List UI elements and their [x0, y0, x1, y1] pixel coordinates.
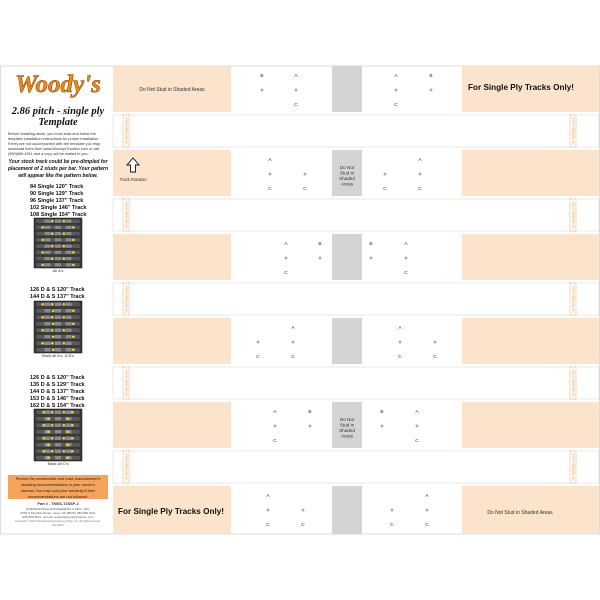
no-stud-note-line: Stud in [339, 422, 355, 428]
no-stud-shaded-note-bottom: Do Not Stud in Shaded Areas [487, 510, 553, 516]
stud-dot [41, 342, 44, 345]
stud-dot [51, 450, 54, 453]
stud-dot [41, 303, 44, 306]
stud-letter-c: C [415, 439, 419, 444]
stud-dot [47, 430, 50, 433]
stud-dot [41, 264, 44, 267]
track-clip [44, 309, 50, 313]
stud-dot [42, 411, 45, 414]
stud-letter-a: A [418, 158, 422, 163]
intro-line: download them from www.WoodysTraction.com or call [8, 147, 100, 151]
stud-letter-a: A [268, 158, 272, 163]
track-clip [55, 411, 61, 415]
stud-letter-b: B [260, 74, 264, 79]
stud-dot [72, 251, 75, 254]
template-title-line1: 2.86 pitch - single ply [11, 106, 105, 117]
stud-dot [47, 456, 50, 459]
stud-dot [47, 443, 50, 446]
cut-strip [113, 451, 599, 483]
track-size: 108 Single 154" Track [30, 212, 87, 218]
stud-dot [51, 437, 54, 440]
cut-tab-label: CUT BETWEEN LINES [572, 201, 576, 229]
stud-dot [66, 443, 69, 446]
stud-dot [42, 424, 45, 427]
track-clip [66, 348, 72, 352]
stud-dot [42, 450, 45, 453]
track-clip [44, 238, 50, 241]
track-clip [55, 348, 61, 352]
cut-strip [113, 115, 599, 147]
track-size: 90 Single 129" Track [30, 191, 84, 197]
stud-dot [62, 424, 65, 427]
stud-dot [41, 226, 44, 229]
stud-panel [113, 150, 599, 196]
track-size: 144 D & S 137" Track [30, 389, 85, 395]
stud-dot [62, 220, 65, 223]
track-clip [44, 342, 50, 346]
stud-letter-a: A [394, 74, 398, 79]
shaded-no-stud-area [462, 318, 599, 364]
track-clip [66, 329, 72, 333]
stud-dot [51, 329, 54, 332]
track-clip [55, 303, 61, 307]
track-clip [55, 450, 61, 454]
stud-dot [62, 342, 65, 345]
stud-dot [62, 257, 65, 260]
stud-letter-b: B [429, 74, 433, 79]
stock-note-line: placement of 2 studs per bar. Your pattern [7, 166, 109, 172]
track-clip [55, 251, 61, 254]
warranty-warning [8, 475, 108, 499]
stud-letter-c: C [266, 523, 270, 528]
stud-letter-b: B [318, 242, 322, 247]
stud-dot [72, 348, 75, 351]
stud-dot [72, 309, 75, 312]
stud-dot [62, 450, 65, 453]
track-clip [44, 316, 50, 320]
stud-panel [113, 402, 599, 448]
stud-letter-c: C [418, 187, 422, 192]
stud-dot [62, 329, 65, 332]
stud-dot [71, 450, 74, 453]
stud-letter-c: C [404, 271, 408, 276]
track-clip [55, 417, 61, 421]
track-clip [44, 329, 50, 333]
track-clip [44, 245, 50, 248]
pattern-caption: All A's [52, 268, 64, 273]
stud-dot [71, 411, 74, 414]
center-no-stud-note [339, 165, 355, 187]
no-stud-note-line: Stud in [339, 170, 355, 176]
no-stud-note-line: Shaded [339, 176, 355, 181]
strip-band [113, 367, 599, 399]
track-clip [66, 322, 72, 326]
stud-dot [66, 430, 69, 433]
track-clip [66, 437, 72, 441]
stud-letter-c: C [303, 187, 307, 192]
cut-tab-label: CUT BETWEEN LINES [572, 117, 576, 145]
track-size: 84 Single 120" Track [30, 184, 84, 190]
footer-line: 6054 N Meridian Road · Hope, MI 48628 | 989-689-4911 [20, 511, 96, 515]
no-stud-note-line: Do Not [339, 165, 355, 170]
center-no-stud-area [332, 66, 362, 112]
stud-dot [41, 329, 44, 332]
warning-line: manual. You may void your warranty if their [20, 488, 96, 493]
footer-line: Copyright © 2010 International Engineering & Mfg., Inc. All rights reserved. [15, 520, 101, 523]
no-stud-note-line: Do Not [339, 417, 355, 422]
track-pattern-image [34, 301, 82, 353]
warning-line: recommendations are not followed. [27, 494, 89, 499]
track-clip [44, 263, 50, 266]
stud-dot [66, 417, 69, 420]
track-clip [55, 245, 61, 248]
track-clip [44, 226, 50, 229]
stud-letter-c: C [425, 523, 429, 528]
stud-dot [72, 239, 75, 242]
track-clip [66, 411, 72, 415]
stud-letter-c: C [301, 523, 305, 528]
cut-strip [113, 367, 599, 399]
stud-dot [52, 309, 55, 312]
stud-letter-c: C [273, 439, 277, 444]
track-size: 135 D & S 129" Track [30, 382, 85, 388]
track-rotation-label: Track Rotation [119, 177, 147, 182]
cut-tab-label: CUT BETWEEN LINES [125, 369, 129, 397]
track-clip [55, 257, 61, 260]
track-size: 162 D & S 154" Track [30, 403, 85, 409]
footer-line: INTERNATIONAL ENGINEERING & MFG., INC. [25, 507, 91, 511]
track-clip [44, 303, 50, 307]
stud-dot [62, 245, 65, 248]
track-group-3 [30, 375, 86, 466]
pattern-caption: Mark all A's, & B's [42, 353, 74, 358]
stud-dot [42, 437, 45, 440]
stud-letter-a: A [415, 410, 419, 415]
footer-line: 989-689-4911 · E-mail: woodys@woodystraction.com [22, 515, 94, 519]
single-ply-only-top: For Single Ply Tracks Only! [467, 83, 575, 92]
track-size: 153 D & S 146" Track [30, 396, 85, 402]
shaded-no-stud-area [113, 318, 231, 364]
stud-letter-a: A [404, 242, 408, 247]
stud-dot [72, 322, 75, 325]
center-no-stud-note [339, 417, 355, 439]
track-clip [66, 424, 72, 428]
intro-line: template installation instructions for proper installation. [8, 137, 100, 141]
template-title-line2: Template [38, 117, 78, 128]
cut-tab-label: CUT BETWEEN LINES [125, 201, 129, 229]
track-clip [55, 424, 61, 428]
pattern-caption: Mark all C's [47, 461, 69, 466]
stud-dot [62, 437, 65, 440]
stud-dot [51, 232, 54, 235]
track-clip [44, 220, 50, 223]
track-size: 144 D & S 137" Track [30, 294, 85, 300]
stud-letter-b: B [369, 242, 373, 247]
shaded-no-stud-area [113, 234, 231, 280]
cut-tab-label: CUT BETWEEN LINES [572, 285, 576, 313]
track-clip [44, 335, 50, 339]
stud-letter-c: C [284, 271, 288, 276]
track-clip [55, 226, 61, 229]
stud-dot [62, 303, 65, 306]
track-clip [55, 232, 61, 235]
track-size: 102 Single 146" Track [30, 205, 87, 211]
stud-letter-c: C [294, 103, 298, 108]
track-clip [55, 430, 61, 434]
intro-line: If they are not accompanied with the template you may [8, 142, 101, 146]
center-no-stud-area [332, 234, 362, 280]
cut-tab-label: CUT BETWEEN LINES [125, 285, 129, 313]
stud-panel [113, 318, 599, 364]
cut-tab-label: CUT BETWEEN LINES [572, 453, 576, 481]
stud-letter-c: C [291, 355, 295, 360]
stock-note-line: will appear like the pattern below. [18, 173, 98, 179]
stud-dot [52, 348, 55, 351]
stud-dot [71, 424, 74, 427]
track-clip [66, 238, 72, 241]
shaded-no-stud-area [462, 150, 599, 196]
track-clip [66, 309, 72, 313]
stud-letter-a: A [425, 494, 429, 499]
stud-dot [66, 456, 69, 459]
stud-dot [71, 437, 74, 440]
no-stud-note-line: Areas [340, 433, 354, 439]
shaded-no-stud-area [462, 234, 599, 280]
stud-dot [72, 335, 75, 338]
strip-band [113, 199, 599, 231]
stud-dot [51, 303, 54, 306]
stud-letter-a: A [273, 410, 277, 415]
track-size: 126 D & S 120" Track [30, 287, 85, 293]
stud-dot [51, 424, 54, 427]
stud-dot [47, 417, 50, 420]
stud-dot [41, 316, 44, 319]
stud-dot [72, 226, 75, 229]
track-clip [66, 342, 72, 346]
part-number: Part # - TMSS-T2SSP-2 [37, 502, 79, 506]
intro-line: (989)689-4911 and a copy will be mailed to you. [8, 152, 89, 156]
stud-dot [62, 232, 65, 235]
cut-strip [113, 199, 599, 231]
stock-note-line: Your stock track could be pre-dimpled for [8, 159, 108, 165]
stud-letter-a: A [291, 326, 295, 331]
stud-letter-a: A [266, 494, 270, 499]
stud-dot [51, 342, 54, 345]
track-clip [55, 309, 61, 313]
cut-tab-label: CUT BETWEEN LINES [125, 117, 129, 145]
strip-band [113, 115, 599, 147]
stud-letter-b: B [308, 410, 312, 415]
center-no-stud-area [332, 486, 362, 534]
stud-letter-c: C [394, 103, 398, 108]
track-group-1 [30, 184, 87, 273]
stud-letter-a: A [398, 326, 402, 331]
track-clip [55, 220, 61, 223]
track-clip [55, 456, 61, 460]
shaded-no-stud-area [462, 402, 599, 448]
footer-line: Rev 06/10 [52, 524, 64, 527]
stud-letter-c: C [390, 523, 394, 528]
stud-dot [72, 264, 75, 267]
track-clip [66, 303, 72, 307]
no-stud-shaded-note-top: Do Not Stud in Shaded Areas [139, 87, 205, 93]
warning-line: Review the snowmobile and track manufacturer's [15, 476, 101, 481]
track-clip [55, 322, 61, 326]
stud-letter-b: B [380, 410, 384, 415]
track-clip [66, 220, 72, 223]
track-clip [66, 226, 72, 229]
single-ply-only-bottom: For Single Ply Tracks Only! [117, 507, 225, 516]
track-clip [44, 232, 50, 235]
track-clip [55, 238, 61, 241]
stud-letter-c: C [268, 187, 272, 192]
track-pattern-image [34, 218, 82, 268]
stud-letter-a: A [294, 74, 298, 79]
woodys-logo: Woody's [15, 71, 101, 98]
cut-strip [113, 283, 599, 315]
stud-letter-c: C [256, 355, 260, 360]
track-clip [55, 437, 61, 441]
stud-template-area [113, 66, 599, 534]
track-clip [55, 263, 61, 266]
track-clip [44, 251, 50, 254]
stud-letter-c: C [383, 187, 387, 192]
stud-dot [51, 257, 54, 260]
stud-dot [51, 411, 54, 414]
shaded-no-stud-area [113, 150, 231, 196]
stud-dot [62, 316, 65, 319]
track-clip [44, 437, 50, 441]
strip-band [113, 451, 599, 483]
stud-letter-a: A [284, 242, 288, 247]
strip-band [113, 283, 599, 315]
track-clip [66, 263, 72, 266]
track-clip [44, 322, 50, 326]
track-group-2 [30, 287, 86, 358]
track-clip [66, 245, 72, 248]
track-clip [55, 443, 61, 447]
track-clip [55, 335, 61, 339]
intro-text [8, 132, 100, 156]
no-stud-note-line: Shaded [339, 428, 355, 433]
center-no-stud-area [332, 318, 362, 364]
track-clip [66, 316, 72, 320]
cut-tab-label: CUT BETWEEN LINES [125, 453, 129, 481]
track-clip [44, 450, 50, 454]
track-clip [44, 424, 50, 428]
cut-tab-label: CUT BETWEEN LINES [572, 369, 576, 397]
stock-note [7, 159, 109, 179]
warning-line: studding recommendations in your owner's [21, 482, 95, 487]
track-size: 126 D & S 120" Track [30, 375, 85, 381]
track-clip [44, 257, 50, 260]
track-clip [44, 348, 50, 352]
stud-dot [41, 239, 44, 242]
shaded-no-stud-area [113, 402, 231, 448]
track-clip [55, 316, 61, 320]
track-clip [66, 251, 72, 254]
track-pattern-image [34, 409, 82, 461]
stud-dot [51, 245, 54, 248]
stud-letter-c: C [433, 355, 437, 360]
stud-dot [51, 316, 54, 319]
stud-letter-c: C [398, 355, 402, 360]
intro-line: Before installing studs, you must read and follow the [8, 132, 96, 136]
track-clip [66, 450, 72, 454]
track-clip [55, 342, 61, 346]
stud-dot [41, 251, 44, 254]
stud-dot [62, 411, 65, 414]
stud-dot [52, 322, 55, 325]
track-clip [55, 329, 61, 333]
track-size: 96 Single 137" Track [30, 198, 84, 204]
stud-panel [113, 234, 599, 280]
track-clip [66, 257, 72, 260]
track-clip [66, 335, 72, 339]
track-clip [44, 411, 50, 415]
stud-dot [52, 335, 55, 338]
stud-dot [51, 220, 54, 223]
no-stud-note-line: Areas [340, 181, 354, 187]
track-clip [66, 232, 72, 235]
